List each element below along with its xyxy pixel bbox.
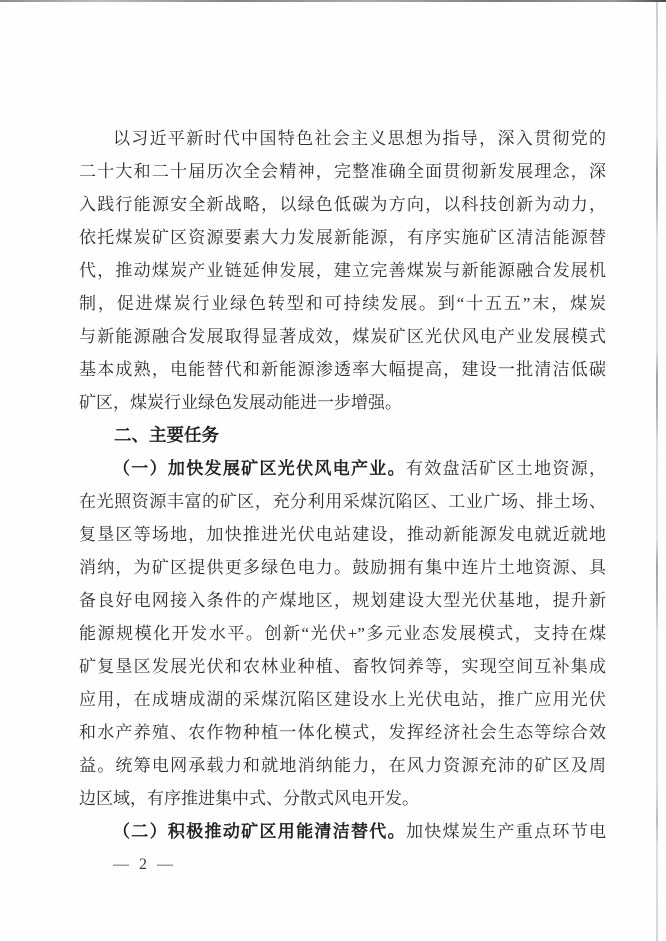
text-line: 与新能源融合发展取得显著成效，煤炭矿区光伏风电产业发展模式 [79,327,606,346]
text-line: 边区域，有序推进集中式、分散式风电开发。 [79,789,419,808]
text-line: 在光照资源丰富的矿区，充分利用采煤沉陷区、工业广场、排土场、 [79,492,606,511]
text-line: 能源规模化开发水平。创新“光伏+”多元业态发展模式，支持在煤 [79,624,606,643]
text-line: 矿复垦区发展光伏和农林业种植、畜牧饲养等，实现空间互补集成 [79,657,606,676]
text-line [79,452,606,485]
item-lead-bold: （二）积极推动矿区用能清洁替代。 [113,822,406,841]
text-line: 入践行能源安全新战略，以绿色低碳为方向，以科技创新为动力， [79,195,606,214]
text-line: 制，促进煤炭行业绿色转型和可持续发展。到“十五五”末，煤炭 [79,294,606,313]
text-line: 应用，在成塘成湖的采煤沉陷区建设水上光伏电站，推广应用光伏 [79,690,606,709]
scan-artifact-top-edge [0,0,666,2]
text-line: 依托煤炭矿区资源要素大力发展新能源，有序实施矿区清洁能源替 [79,228,606,247]
text-run: 有效盘活矿区土地资源， [405,459,606,478]
text-line: 二十大和二十届历次全会精神，完整准确全面贯彻新发展理念，深 [79,162,606,181]
text-line: 备良好电网接入条件的产煤地区，规划建设大型光伏基地，提升新 [79,591,606,610]
text-line: 消纳，为矿区提供更多绿色电力。鼓励拥有集中连片土地资源、具 [79,558,606,577]
text-line: 复垦区等场地，加快推进光伏电站建设，推动新能源发电就近就地 [79,525,606,544]
item-lead-bold: （一）加快发展矿区光伏风电产业。 [113,459,406,478]
text-line: 和水产养殖、农作物种植一体化模式，发挥经济社会生态等综合效 [79,723,606,742]
text-line [79,815,606,848]
section-heading: 二、主要任务 [114,425,219,445]
text-line: 代，推动煤炭产业链延伸发展，建立完善煤炭与新能源融合发展机 [79,261,606,280]
text-block [79,122,606,881]
text-line: 以习近平新时代中国特色社会主义思想为指导，深入贯彻党的 [113,129,606,148]
text-line: 矿区，煤炭行业绿色发展动能进一步增强。 [79,393,402,412]
scan-artifact-right-edge [656,2,658,941]
text-line: 基本成熟，电能替代和新能源渗透率大幅提高，建设一批清洁低碳 [79,360,606,379]
text-run: 加快煤炭生产重点环节电 [405,822,606,841]
text-line: 益。统筹电网承载力和就地消纳能力，在风力资源充沛的矿区及周 [79,756,606,775]
page-number: — 2 — [113,856,176,873]
